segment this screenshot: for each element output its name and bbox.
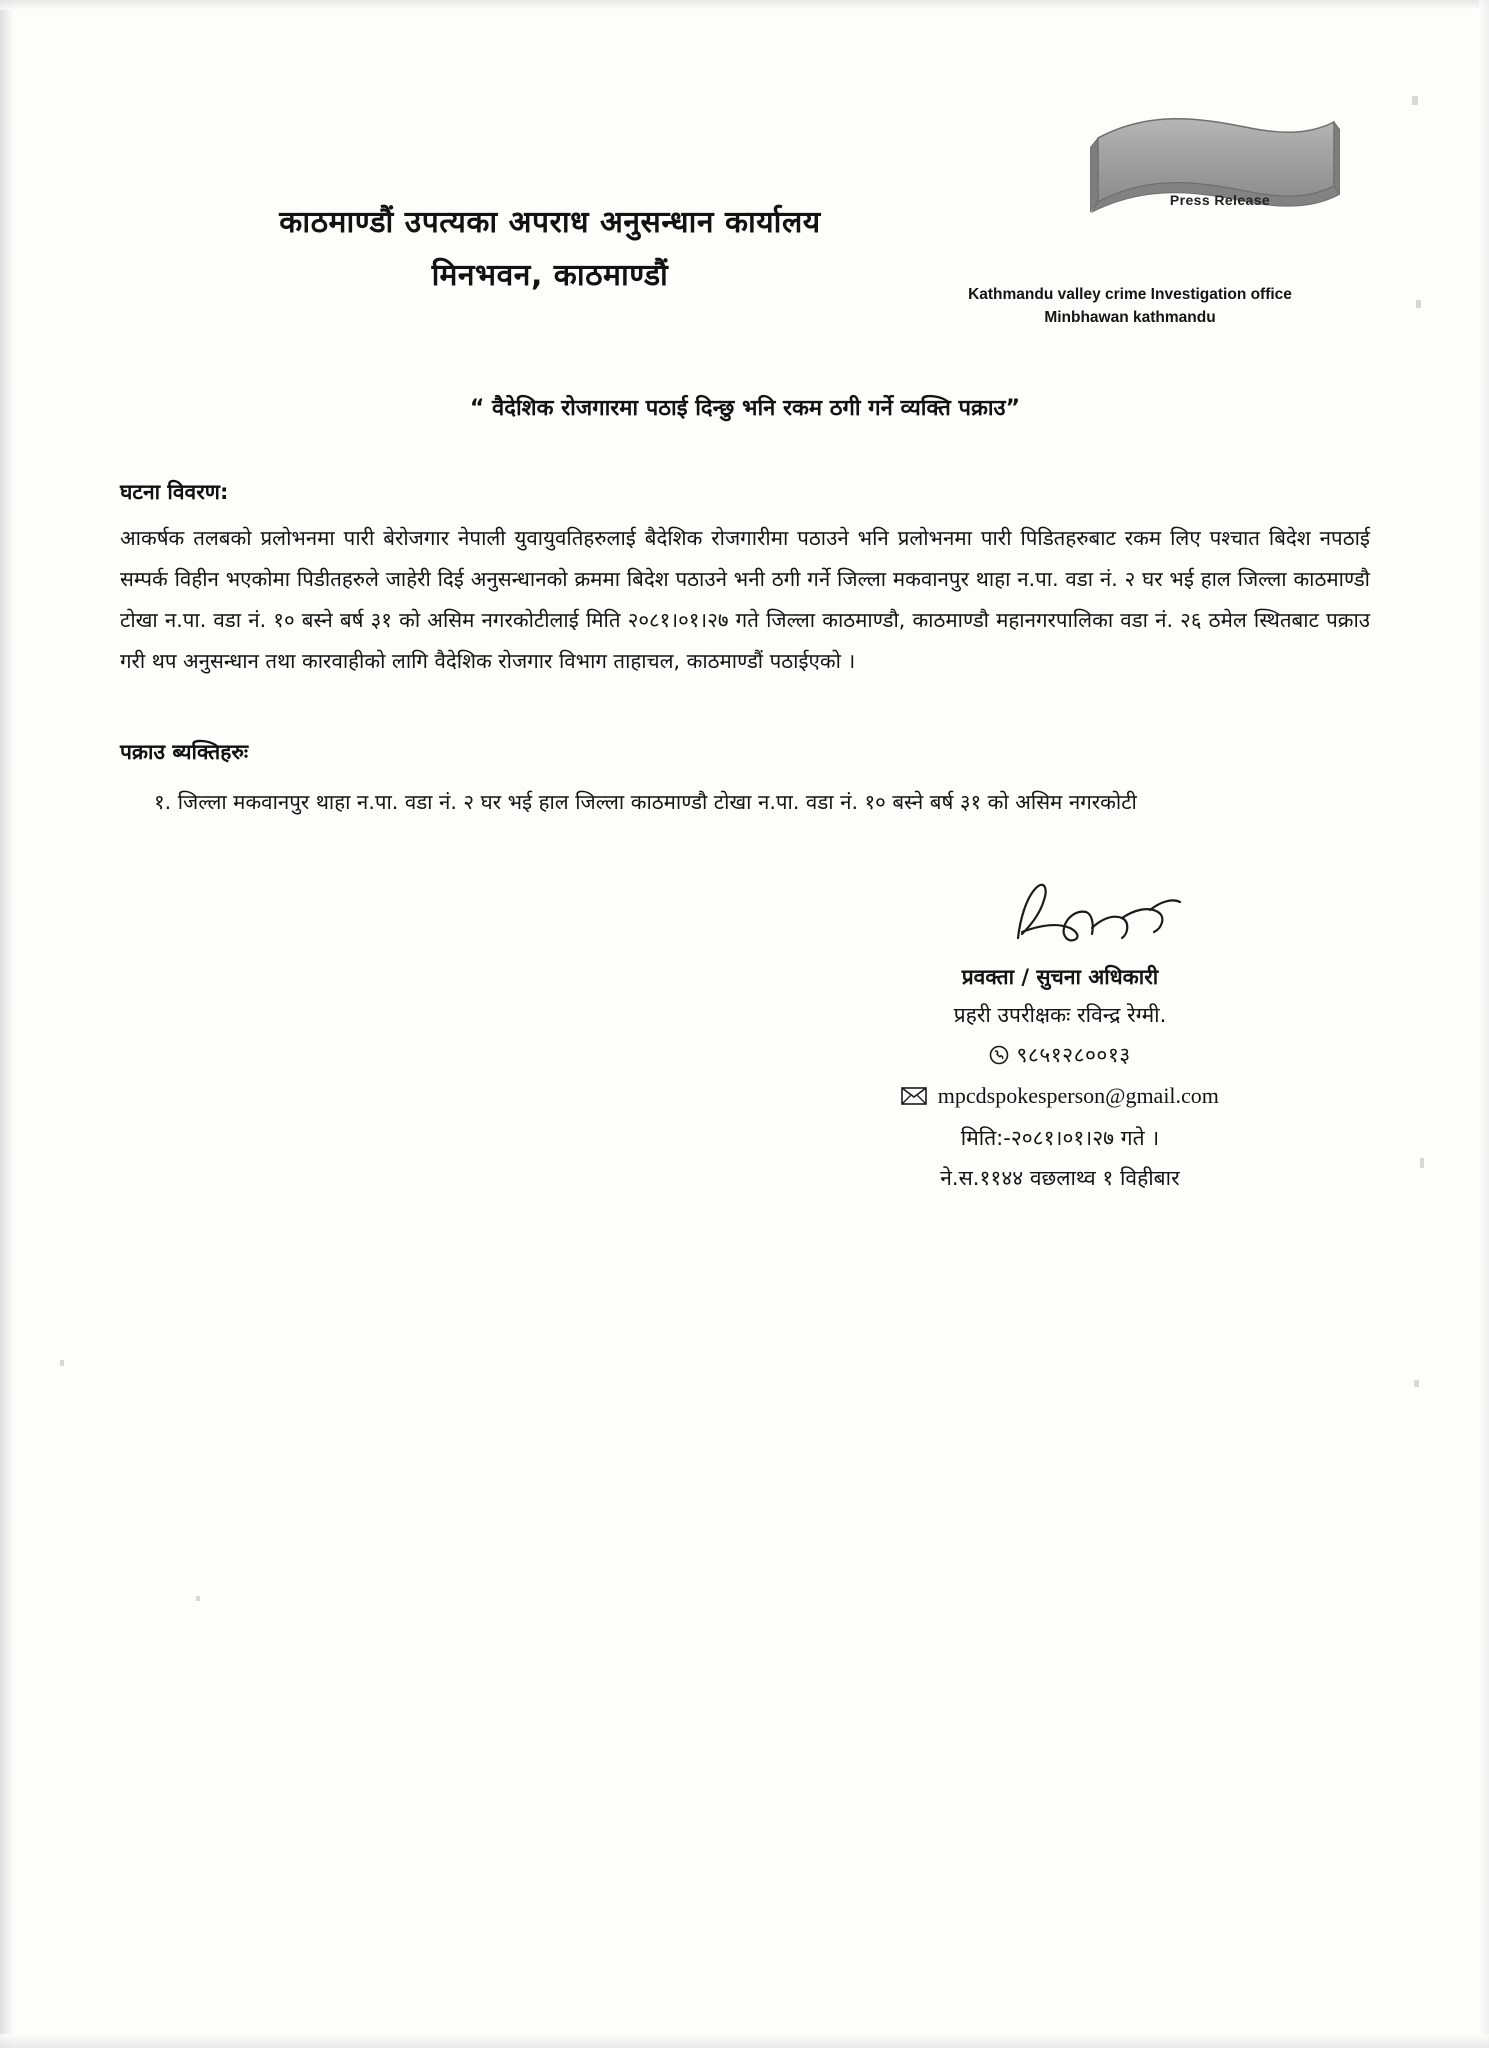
spokesperson-name: प्रहरी उपरीक्षकः रविन्द्र रेग्मी. <box>953 1002 1167 1027</box>
spokesperson-role: प्रवक्ता / सुचना अधिकारी <box>961 965 1159 989</box>
spokesperson-phone-row <box>820 1036 1300 1076</box>
organization-title-line2: मिनभवन, काठमाण्डौं <box>431 257 669 293</box>
envelope-icon <box>901 1086 934 1110</box>
list-item: १. जिल्ला मकवानपुर थाहा न.पा. वडा नं. २ घर भई हाल जिल्ला काठमाण्डौ टोखा न.पा. वडा नं. १० बस्ने बर्ष ३१ को असिम नगरकोटी <box>154 790 1137 814</box>
scan-speck <box>1420 1158 1424 1168</box>
organization-title-line1: काठमाण्डौं उपत्यका अपराध अनुसन्धान कार्यालय <box>279 205 821 240</box>
scan-speck <box>1414 1380 1419 1387</box>
spokesperson-phone: ९८५१२८००१३ <box>1016 1042 1131 1067</box>
incident-details-text: आकर्षक तलबको प्रलोभनमा पारी बेरोजगार नेपाली युवायुवतिहरुलाई बैदेशिक रोजगारीमा पठाउने भनि प्रलोभनमा पारी पिडितहरुबाट रकम लिए पश्चात बिदेश नपठाई सम्पर्क विहीन भएकोमा पिडीतहरुले जाहेरी दिई अनुसन्धानको क्रममा बिदेश पठाउने भनी ठगी गर्ने जिल्ला मकवानपुर थाहा न.पा. वडा नं. २ घर भई हाल जिल्ला काठमाण्डौ टोखा न.पा. वडा नं. १० बस्ने बर्ष ३१ को असिम नगरकोटीलाई मिति २०८१।०१।२७ गते जिल्ला काठमाण्डौ, काठमाण्डौ महानगरपालिका वडा नं. २६ ठमेल स्थितबाट पक्राउ गरी थप अनुसन्धान तथा कारवाहीको लागि वैदेशिक रोजगार विभाग ताहाचल, काठमाण्डौं पठाईएको । <box>120 526 1371 673</box>
incident-details-label: घटना विवरण: <box>120 480 229 504</box>
nepal-sambat-date: ने.स.११४४ वछलाथ्व १ विहीबार <box>940 1166 1180 1191</box>
scan-speck <box>196 1596 200 1601</box>
scan-speck <box>60 1360 64 1366</box>
arrested-persons-label: पक्राउ ब्यक्तिहरुः <box>120 740 249 764</box>
phone-icon <box>989 1043 1016 1067</box>
organization-title <box>180 200 920 299</box>
organization-title-english-line2: Minbhawan kathmandu <box>1044 309 1216 327</box>
spokesperson-email[interactable]: mpcdspokesperson@gmail.com <box>937 1083 1219 1109</box>
signature-block <box>820 960 1300 1199</box>
spokesperson-email-row <box>820 1075 1300 1119</box>
scan-speck <box>1416 300 1421 308</box>
press-release-label: Press Release <box>1169 192 1271 208</box>
organization-title-english-line1: Kathmandu valley crime Investigation office <box>968 286 1292 303</box>
press-release-ribbon-icon <box>1090 112 1340 227</box>
release-date: मिति:-२०८१।०१।२७ गते । <box>960 1126 1160 1151</box>
scan-speck <box>1412 96 1418 105</box>
handwritten-signature-icon <box>1000 880 1200 950</box>
press-release-headline: “ वैदेशिक रोजगारमा पठाई दिन्छु भनि रकम ठगी गर्ने व्यक्ति पक्राउ” <box>469 396 1021 421</box>
organization-title-english <box>930 283 1330 330</box>
arrested-persons-list <box>120 782 1370 823</box>
